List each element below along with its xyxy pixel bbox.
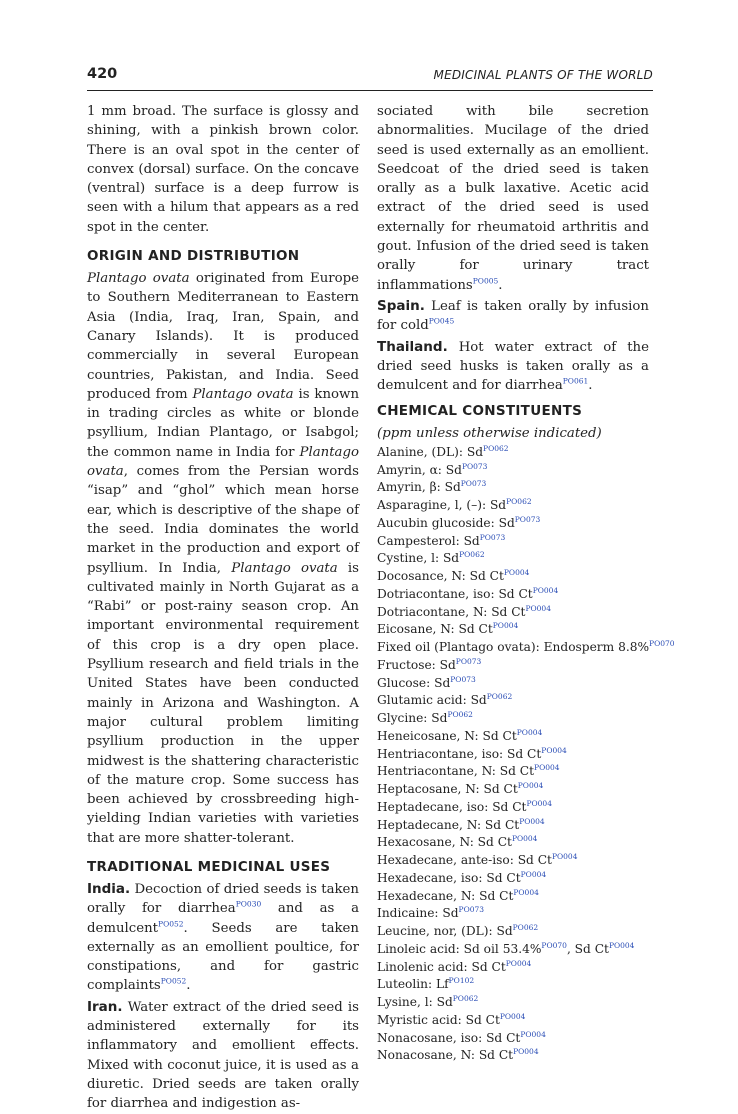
- citation-link[interactable]: PO070: [649, 638, 675, 648]
- citation-link[interactable]: PO004: [608, 940, 635, 950]
- constituent-item: [377, 834, 649, 852]
- constituent-text: Linolenic acid: Sd Ct: [377, 959, 506, 974]
- constituent-text: Heneicosane, N: Sd Ct: [377, 728, 517, 743]
- citation-link[interactable]: PO004: [525, 603, 551, 613]
- constituent-text: Hexadecane, ante-iso: Sd Ct: [377, 853, 552, 867]
- citation-link[interactable]: PO004: [551, 851, 578, 861]
- constituent-text: Amyrin, α: Sd: [377, 462, 462, 477]
- constituent-item: [377, 604, 649, 622]
- constituent-item: [377, 462, 649, 480]
- constituent-text: Dotriacontane, N: Sd Ct: [377, 604, 526, 619]
- citation-link[interactable]: PO073: [450, 674, 476, 684]
- constituent-item: [377, 657, 649, 675]
- spain-paragraph: [377, 297, 649, 336]
- citation-link[interactable]: PO004: [532, 585, 559, 595]
- constituent-item: [377, 870, 649, 888]
- constituent-text: Glycine: Sd: [377, 711, 448, 725]
- constituent-item: [377, 799, 649, 817]
- citation-link[interactable]: PO062: [512, 922, 539, 932]
- constituent-item: [377, 728, 649, 746]
- constituent-text: Aucubin glucoside: Sd: [377, 515, 515, 530]
- use-text: Water extract of the dried seed is administered externally for its inflammatory and emollient effects. Mixed with coconut juice, it is used as a diuretic. Dried seeds are taken orally for diarrhea and indigestion as-: [87, 999, 359, 1112]
- constituent-text: Glucose: Sd: [377, 675, 451, 690]
- constituent-text: Hexadecane, iso: Sd Ct: [377, 870, 521, 885]
- citation-link[interactable]: PO062: [452, 993, 479, 1003]
- constituent-item: [377, 763, 649, 781]
- citation-link[interactable]: PO045: [428, 316, 455, 326]
- use-text: . Seeds are taken externally as an emollient poultice, for constipations, and for gastric complaints: [87, 920, 359, 994]
- citation-link[interactable]: PO004: [519, 816, 545, 826]
- citation-link[interactable]: PO062: [459, 550, 485, 560]
- constituent-text: Luteolin: Lf: [377, 977, 449, 992]
- uses-heading: TRADITIONAL MEDICINAL USES: [87, 858, 331, 875]
- constituent-item: [377, 621, 649, 639]
- use-text: .: [588, 378, 593, 394]
- citation-link[interactable]: PO052: [158, 919, 184, 929]
- constituent-text: , Sd Ct: [566, 941, 609, 956]
- constituent-text: Campesterol: Sd: [377, 533, 480, 548]
- constituent-item: [377, 923, 649, 941]
- origin-text: is known in trading circles as white or blonde psyllium, Indian Plantago, or Isabgol; the common name in India for: [87, 386, 360, 460]
- citation-link[interactable]: PO004: [499, 1011, 526, 1021]
- constituent-text: Hexacosane, N: Sd Ct: [377, 835, 512, 850]
- constituent-text: Nonacosane, N: Sd Ct: [377, 1048, 514, 1063]
- constituent-item: [377, 444, 649, 462]
- thailand-paragraph: [377, 338, 649, 396]
- header-rule: [87, 90, 653, 91]
- constituent-item: [377, 959, 649, 977]
- constituents-list: [377, 443, 675, 1065]
- constituent-item: [377, 515, 649, 533]
- constituent-text: Cystine, l: Sd: [377, 551, 460, 566]
- constituent-text: Eicosane, N: Sd Ct: [377, 622, 493, 637]
- citation-link[interactable]: PO004: [513, 887, 539, 897]
- citation-link[interactable]: PO073: [455, 656, 482, 666]
- citation-link[interactable]: PO070: [541, 940, 567, 950]
- constituent-item: [377, 568, 649, 586]
- constituent-item: [377, 941, 649, 959]
- country-lead: Iran.: [87, 998, 123, 1015]
- country-lead: India.: [87, 880, 131, 897]
- citation-link[interactable]: PO004: [503, 567, 530, 577]
- constituent-text: Myristic acid: Sd Ct: [377, 1012, 500, 1027]
- use-text: sociated with bile secretion abnormalities. Mucilage of the dried seed is used externally as an emollient. Seedcoat of the dried seed is taken orally as a bulk laxative. Acetic acid extract of the dried seed is used externally for rheumatoid arthritis and gout. Infusion of the dried seed is taken orally for urinary tract inflammations: [377, 104, 649, 293]
- use-text: Leaf is taken orally by infusion for cold: [377, 298, 649, 334]
- iran-continued-paragraph: [377, 102, 649, 295]
- citation-link[interactable]: PO062: [483, 443, 509, 453]
- india-paragraph: [87, 880, 359, 996]
- citation-link[interactable]: PO061: [562, 376, 589, 386]
- citation-link[interactable]: PO004: [505, 958, 532, 968]
- constituent-item: [377, 638, 675, 657]
- constituent-item: [377, 533, 649, 551]
- constituent-item: [377, 746, 649, 764]
- constituent-item: [377, 1030, 649, 1048]
- citation-link[interactable]: PO062: [447, 709, 473, 719]
- citation-link[interactable]: PO062: [506, 496, 532, 506]
- species-name: Plantago ovata: [87, 444, 359, 480]
- citation-link[interactable]: PO062: [486, 692, 513, 702]
- constituent-text: Asparagine, l, (–): Sd: [377, 498, 507, 512]
- citation-link[interactable]: PO004: [534, 763, 560, 773]
- citation-link[interactable]: PO004: [520, 869, 547, 879]
- citation-link[interactable]: PO073: [514, 514, 541, 524]
- use-text: Decoction of dried seeds is taken orally for diarrhea: [87, 881, 359, 917]
- origin-text: , comes from the Persian words “isap” and “ghol” which mean horse ear, which is descriptive of the shape of the seed. India dominates the world market in the production and export of psyllium. In India,: [87, 464, 359, 576]
- citation-link[interactable]: PO030: [235, 899, 262, 909]
- constituent-text: Linoleic acid: Sd oil 53.4%: [377, 941, 542, 956]
- constituent-text: Hexadecane, N: Sd Ct: [377, 888, 514, 903]
- use-text: Hot water extract of the dried seed husks is taken orally as a demulcent and for diarrhea: [377, 339, 649, 394]
- constituent-item: [377, 1012, 649, 1030]
- constituent-text: Leucine, nor, (DL): Sd: [377, 924, 513, 938]
- country-lead: Thailand.: [377, 338, 448, 355]
- constituent-text: Hentriacontane, N: Sd Ct: [377, 764, 535, 779]
- citation-link[interactable]: PO005: [472, 276, 499, 286]
- citation-link[interactable]: PO073: [479, 532, 506, 542]
- right-column: [377, 102, 675, 1065]
- constituent-text: Alanine, (DL): Sd: [377, 444, 484, 459]
- use-text: .: [186, 978, 191, 994]
- citation-link[interactable]: PO004: [516, 727, 543, 737]
- citation-link[interactable]: PO004: [513, 1047, 539, 1057]
- citation-link[interactable]: PO004: [517, 780, 544, 790]
- constituent-item: [377, 994, 649, 1012]
- constituent-text: Heptadecane, iso: Sd Ct: [377, 799, 527, 814]
- constituent-item: [377, 550, 649, 568]
- constituent-item: [377, 586, 649, 604]
- species-name: Plantago ovata: [231, 560, 338, 576]
- constituent-text: Glutamic acid: Sd: [377, 693, 487, 708]
- citation-link[interactable]: PO004: [526, 798, 552, 808]
- constituent-item: [377, 692, 649, 710]
- citation-link[interactable]: PO004: [520, 1029, 546, 1039]
- page-header: [87, 66, 653, 88]
- iran-paragraph: [87, 998, 359, 1114]
- units-note: (ppm unless otherwise indicated): [377, 426, 602, 442]
- origin-text: is cultivated mainly in North Gujarat as a “Rabi” or post-rainy season crop. An important environmental requirement of this crop is a dry open place. Psyllium research and field trials in the United States have been conducted mainly in Arizona and Washington. A major cultural problem limiting psyllium production in the upper midwest is the shattering characteristic of the mature crop. Some success has been achieved by crossbreeding high-yielding Indian varieties with varieties that are more shatter-tolerant.: [87, 560, 359, 846]
- origin-paragraph: [87, 269, 359, 848]
- origin-heading: ORIGIN AND DISTRIBUTION: [87, 248, 300, 265]
- left-column: [87, 102, 359, 1114]
- species-name: Plantago ovata: [87, 271, 190, 287]
- constituent-text: Heptacosane, N: Sd Ct: [377, 782, 518, 796]
- constituent-item: [377, 905, 649, 923]
- constituent-text: Indicaine: Sd: [377, 906, 459, 921]
- constituent-text: Nonacosane, iso: Sd Ct: [377, 1030, 521, 1045]
- citation-link[interactable]: PO073: [460, 479, 487, 489]
- constituent-item: [377, 888, 649, 906]
- constituent-item: [377, 781, 649, 799]
- citation-link[interactable]: PO073: [461, 461, 488, 471]
- constituent-item: [377, 710, 649, 728]
- citation-link[interactable]: PO102: [448, 976, 475, 986]
- citation-link[interactable]: PO073: [458, 905, 485, 915]
- constituent-text: Fructose: Sd: [377, 657, 456, 672]
- citation-link[interactable]: PO052: [160, 977, 187, 987]
- citation-link[interactable]: PO004: [492, 621, 519, 631]
- constituent-text: Dotriacontane, iso: Sd Ct: [377, 586, 533, 601]
- chemical-heading: CHEMICAL CONSTITUENTS: [377, 403, 583, 420]
- constituent-item: [377, 675, 649, 693]
- constituent-item: [377, 817, 649, 835]
- constituent-text: Amyrin, β: Sd: [377, 480, 461, 495]
- use-text: .: [498, 277, 503, 293]
- constituent-item: [377, 852, 649, 870]
- page-number: 420: [87, 66, 118, 82]
- constituent-text: Heptadecane, N: Sd Ct: [377, 817, 520, 832]
- constituent-item: [377, 479, 649, 497]
- constituent-item: [377, 1047, 649, 1065]
- use-text: and as a demulcent: [87, 901, 359, 936]
- citation-link[interactable]: PO004: [541, 745, 567, 755]
- species-name: Plantago ovata: [192, 386, 294, 402]
- constituent-text: Lysine, l: Sd: [377, 995, 453, 1009]
- description-paragraph: 1 mm broad. The surface is glossy and shining, with a pinkish brown color. There is an oval spot in the center of convex (dorsal) surface. On the concave (ventral) surface is a deep furrow is seen with a hilum that appears as a red spot in the center.: [87, 104, 359, 235]
- constituent-text: Hentriacontane, iso: Sd Ct: [377, 746, 542, 761]
- country-lead: Spain.: [377, 297, 425, 314]
- citation-link[interactable]: PO004: [511, 834, 538, 844]
- running-title: MEDICINAL PLANTS OF THE WORLD: [433, 68, 653, 82]
- constituent-text: Fixed oil (Plantago ovata): Endosperm 8.8%: [377, 640, 650, 654]
- constituent-item: [377, 976, 649, 994]
- origin-text: originated from Europe to Southern Mediterranean to Eastern Asia (India, Iraq, Iran, Spain, and Canary Islands). It is produced commercially in several European countries, Pakistan, and India. Seed produced from: [87, 271, 360, 402]
- constituent-item: [377, 497, 649, 515]
- constituent-text: Docosance, N: Sd Ct: [377, 569, 504, 583]
